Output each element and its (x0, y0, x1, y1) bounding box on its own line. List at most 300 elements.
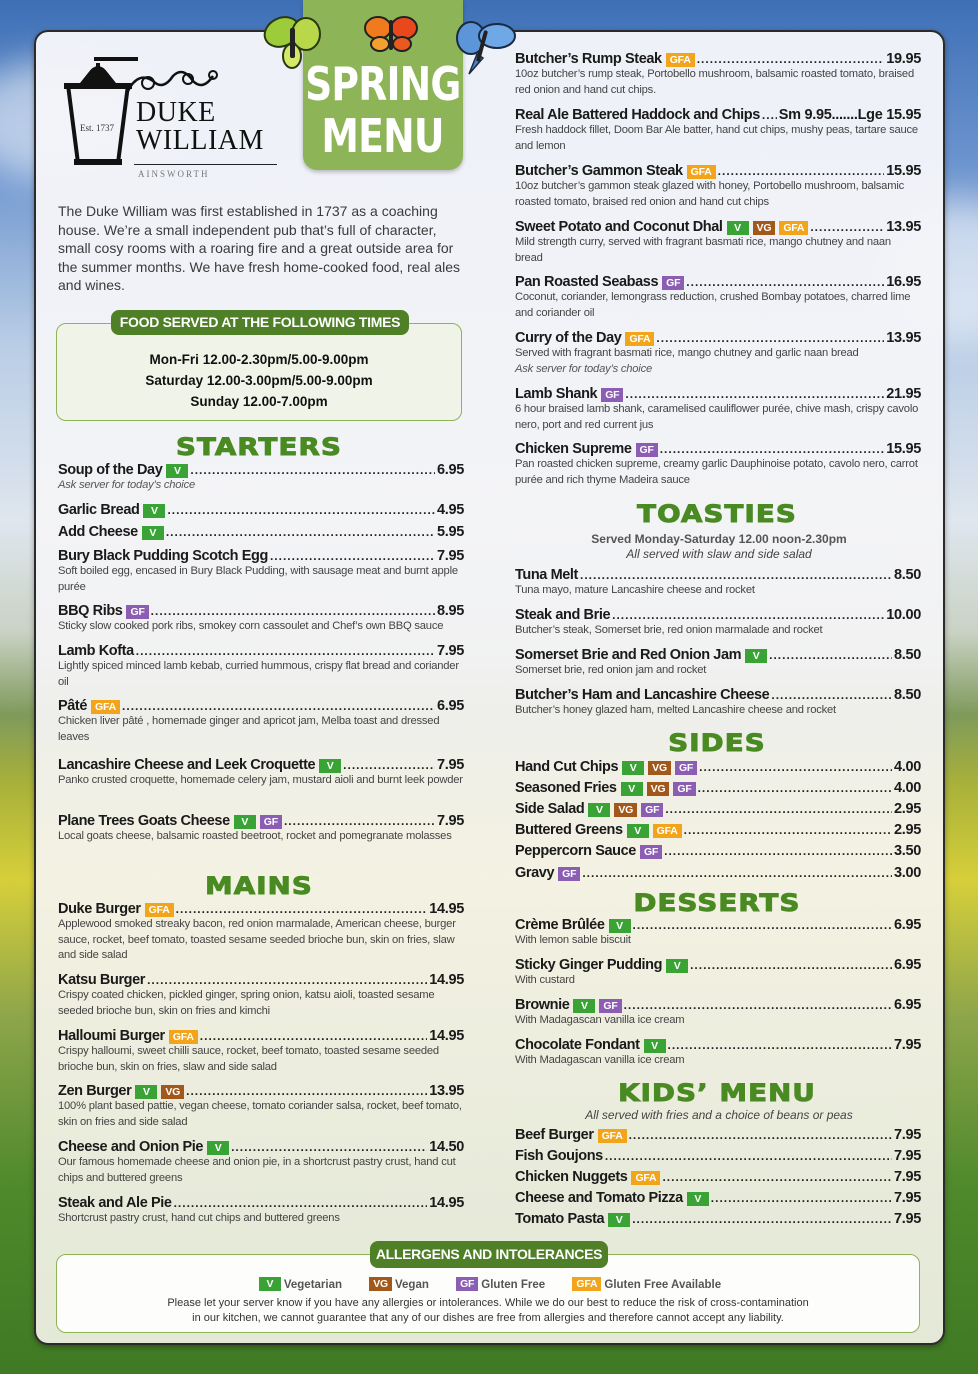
menu-item-name: Fish Goujons (515, 1148, 603, 1164)
menu-item-row (515, 1190, 921, 1206)
menu-item-description: Soft boiled egg, encased in Bury Black Pudding, with sausage meat and burnt apple purée (58, 565, 458, 593)
menu-item (58, 502, 464, 518)
menu-item-name: Zen Burger (58, 1083, 132, 1099)
menu-item-row (58, 1195, 464, 1211)
menu-item-row (515, 865, 921, 881)
dot-leader (151, 604, 435, 618)
vegetarian-badge-icon: V (608, 1213, 630, 1227)
dot-leader (166, 525, 435, 539)
menu-item-description: Coconut, coriander, lemongrass reduction, crushed Bombay potatoes, charred lime and coriander oil (515, 291, 911, 319)
menu-item-name: Duke Burger (58, 901, 141, 917)
menu-item-price: 10.00 (886, 607, 921, 623)
menu-item-description: Crispy halloumi, sweet chilli sauce, rocket, beef tomato, toasted sesame seeded brioche bun, skin on fries, slaw and side salad (58, 1045, 439, 1073)
green-butterfly-icon (262, 14, 324, 70)
menu-item-name: Chicken Nuggets (515, 1169, 628, 1185)
menu-item-name: Gravy (515, 865, 555, 881)
menu-item-row (515, 1037, 921, 1053)
vegetarian-badge-icon: V (727, 221, 749, 235)
toasties-note: All served with slaw and side salad (626, 547, 812, 561)
menu-item-description: Our famous homemade cheese and onion pie, in a shortcrust pastry crust, hand cut chips and buttered greens (58, 1156, 456, 1184)
vegetarian-badge-icon: V (573, 999, 595, 1013)
menu-item (515, 330, 921, 377)
logo-location: AINSWORTH (138, 169, 210, 179)
menu-item-description: Butcher’s honey glazed ham, melted Lancashire cheese and rocket (515, 704, 836, 716)
menu-item (58, 1083, 464, 1130)
menu-item-name: Real Ale Battered Haddock and Chips (515, 107, 760, 123)
menu-item-row (515, 957, 921, 973)
dot-leader (718, 164, 885, 178)
menu-item-row (58, 813, 464, 829)
menu-item-description: Tuna mayo, mature Lancashire cheese and rocket (515, 584, 755, 596)
menu-item (58, 548, 464, 595)
menu-item-name: Sweet Potato and Coconut Dhal (515, 219, 723, 235)
vegetarian-badge-icon: V (588, 803, 610, 817)
dot-leader (632, 1212, 892, 1226)
menu-item (515, 107, 921, 154)
menu-item (515, 441, 921, 488)
menu-item-description: Somerset brie, red onion jam and rocket (515, 664, 707, 676)
dot-leader (665, 802, 892, 816)
menu-item (515, 163, 921, 210)
menu-item-price: 8.50 (893, 647, 921, 663)
times-weekdays: Mon-Fri 12.00-2.30pm/5.00-9.00pm (149, 352, 369, 367)
menu-item-row (515, 1169, 921, 1185)
menu-item (515, 759, 921, 775)
menu-item (58, 524, 464, 540)
allergens-heading: ALLERGENS AND INTOLERANCES (370, 1241, 608, 1268)
menu-item-row (515, 1127, 921, 1143)
menu-item-price: 7.95 (893, 1211, 921, 1227)
intro-paragraph: The Duke William was first established in 1737 as a coaching house. We’re a small independent pub that’s full of character, small cosy rooms with a roaring fire and a great outside area for the summer months. We have fresh home-cooked food, real ales and wines. (58, 203, 461, 293)
menu-item-price: 5.95 (436, 524, 464, 540)
menu-item (515, 607, 921, 639)
menu-item-description: Sticky slow cooked pork ribs, smokey corn cassoulet and Chef’s own BBQ sauce (58, 620, 444, 632)
dot-leader (810, 220, 884, 234)
menu-item-row (58, 524, 464, 540)
menu-item (515, 1190, 921, 1206)
menu-item-row (58, 1083, 464, 1099)
menu-item-name: Curry of the Day (515, 330, 622, 346)
menu-item-name: Butcher’s Ham and Lancashire Cheese (515, 687, 770, 703)
dot-leader (629, 1128, 892, 1142)
menu-item-description: 10oz butcher’s gammon steak glazed with honey, Portobello mushroom, balsamic roasted tomato, braised red onion and hand cut chips (515, 180, 905, 208)
gluten-free-available-badge-icon: GFA (666, 53, 695, 67)
menu-item-price: 7.95 (893, 1190, 921, 1206)
gluten-free-available-badge-icon: GFA (625, 332, 654, 346)
menu-item-name: Lancashire Cheese and Leek Croquette (58, 757, 316, 773)
menu-item-row (515, 1148, 921, 1164)
legend-label: Gluten Free (481, 1279, 546, 1291)
dot-leader (656, 331, 884, 345)
vegetarian-badge-icon: V (609, 919, 631, 933)
gluten-free-badge-icon: GF (558, 867, 580, 881)
dot-leader (343, 758, 435, 772)
menu-item (515, 917, 921, 949)
menu-item-description: Mild strength curry, served with fragrant basmati rice, mango chutney and naan bread (515, 236, 891, 264)
gluten-free-badge-icon: GF (126, 605, 148, 619)
menu-item-name: Garlic Bread (58, 502, 140, 518)
menu-item (58, 643, 464, 690)
legend-vegan (365, 1279, 429, 1291)
dot-leader (769, 648, 892, 662)
gluten-free-badge-icon: GF (662, 276, 684, 290)
menu-item-price: 8.95 (436, 603, 464, 619)
menu-item-name: Add Cheese (58, 524, 138, 540)
menu-item-row (515, 441, 921, 457)
dot-leader (186, 1084, 427, 1098)
menu-item (515, 1169, 921, 1185)
dot-leader (625, 387, 884, 401)
menu-item (515, 567, 921, 599)
menu-item-description: Chicken liver pâté , homemade ginger and apricot jam, Melba toast and dressed leaves (58, 715, 440, 743)
menu-item-price: 6.95 (436, 698, 464, 714)
menu-item-name: Crème Brûlée (515, 917, 605, 933)
dot-leader (200, 1029, 427, 1043)
section-heading-kids-menu: KIDS’ MENU (618, 1079, 816, 1107)
menu-item-row (515, 107, 921, 123)
menu-item-row (515, 274, 921, 290)
vegetarian-badge-icon: V (135, 1085, 157, 1099)
kids-menu-note: All served with fries and a choice of beans or peas (585, 1108, 853, 1122)
vegetarian-badge-icon: V (319, 759, 341, 773)
menu-item (515, 822, 921, 838)
menu-item-name: Bury Black Pudding Scotch Egg (58, 548, 268, 564)
menu-item-name: Cheese and Onion Pie (58, 1139, 204, 1155)
menu-item-name: Katsu Burger (58, 972, 146, 988)
logo-word-duke: DUKE (136, 97, 216, 128)
section-heading-toasties: TOASTIES (637, 500, 797, 528)
menu-item-row (58, 757, 464, 773)
dot-leader (662, 1170, 892, 1184)
dot-leader (231, 1140, 427, 1154)
dot-leader (190, 463, 435, 477)
menu-item-row (515, 822, 921, 838)
menu-item-price: 13.95 (886, 219, 921, 235)
menu-item-price: 14.95 (429, 1028, 464, 1044)
gluten-free-available-badge-icon: GFA (631, 1171, 660, 1185)
vegan-badge-icon: VG (647, 782, 670, 796)
menu-item-price: 6.95 (893, 957, 921, 973)
menu-item-description: With lemon sable biscuit (515, 934, 631, 946)
menu-item-row (515, 917, 921, 933)
menu-item-price: 7.95 (893, 1037, 921, 1053)
banner-line-1: SPRING (305, 57, 461, 111)
menu-item-row (58, 1139, 464, 1155)
menu-item (515, 1127, 921, 1143)
legend-gluten-free-available (568, 1279, 721, 1291)
menu-item-row (515, 687, 921, 703)
menu-item-row (515, 607, 921, 623)
logo-divider (134, 164, 277, 165)
menu-item (515, 1211, 921, 1227)
menu-item (515, 997, 921, 1029)
dot-leader (605, 1149, 892, 1163)
menu-item-price: 7.95 (436, 548, 464, 564)
legend-label: Gluten Free Available (604, 1279, 722, 1291)
menu-item-description: 100% plant based pattie, vegan cheese, tomato coriander salsa, rocket, beef tomato, skin on fries and side salad (58, 1100, 462, 1128)
menu-item-row (58, 462, 464, 478)
vegetarian-badge-icon: V (666, 959, 688, 973)
vegetarian-badge-icon: V (259, 1277, 281, 1291)
dot-leader (284, 814, 435, 828)
menu-item-price: 6.95 (893, 917, 921, 933)
menu-item (515, 1037, 921, 1069)
menu-item-price: 19.95 (886, 51, 921, 67)
menu-item-row (515, 647, 921, 663)
dot-leader (612, 608, 884, 622)
menu-item-price: 21.95 (886, 386, 921, 402)
menu-item-price: 3.50 (893, 843, 921, 859)
menu-item-name: Steak and Ale Pie (58, 1195, 172, 1211)
dot-leader (147, 973, 427, 987)
menu-item (515, 780, 921, 796)
menu-item-description: Lightly spiced minced lamb kebab, curried hummous, crispy flat bread and coriander oil (58, 660, 459, 688)
gluten-free-available-badge-icon: GFA (598, 1129, 627, 1143)
gluten-free-available-badge-icon: GFA (653, 824, 682, 838)
menu-item-row (58, 901, 464, 917)
food-times-heading: FOOD SERVED AT THE FOLLOWING TIMES (111, 310, 409, 335)
menu-item (58, 1028, 464, 1075)
menu-item-price: 7.95 (893, 1127, 921, 1143)
dot-leader (660, 442, 885, 456)
menu-item-description: Local goats cheese, balsamic roasted beetroot, rocket and pomegranate molasses (58, 830, 452, 842)
menu-item-description: With Madagascan vanilla ice cream (515, 1054, 685, 1066)
menu-item-description: 6 hour braised lamb shank, caramelised cauliflower purée, chive mash, crispy cavolo nero, port and red current jus (515, 403, 919, 431)
menu-item-row (58, 548, 464, 564)
menu-item-name: Plane Trees Goats Cheese (58, 813, 230, 829)
menu-item-price: 15.95 (886, 163, 921, 179)
menu-item (515, 801, 921, 817)
disclaimer-line-2: in our kitchen, we cannot guarantee that any of our dishes are free from allergies and therefore cannot accept any liability. (192, 1312, 784, 1324)
dot-leader (699, 760, 892, 774)
menu-item-price: 3.00 (893, 865, 921, 881)
menu-item-name: Seasoned Fries (515, 780, 617, 796)
menu-item-name: Brownie (515, 997, 570, 1013)
menu-item-description: Applewood smoked streaky bacon, red onion marmalade, American cheese, burger sauce, rocket, beef tomato, toasted sesame seeded brioche bun, skin on fries, slaw and side salad (58, 918, 456, 961)
menu-item-price: 14.95 (429, 972, 464, 988)
menu-item-price: 13.95 (886, 330, 921, 346)
scroll-ironwork-icon (118, 61, 228, 101)
menu-item-name: Peppercorn Sauce (515, 843, 636, 859)
dot-leader (697, 52, 884, 66)
menu-item-name: Beef Burger (515, 1127, 594, 1143)
menu-item-row (58, 502, 464, 518)
menu-item-description: Butcher’s steak, Somerset brie, red onion marmalade and rocket (515, 624, 823, 636)
menu-item-price: 7.95 (893, 1169, 921, 1185)
menu-item-price: 4.95 (436, 502, 464, 518)
section-heading-mains: MAINS (205, 872, 313, 900)
vegetarian-badge-icon: V (207, 1141, 229, 1155)
menu-item-row (58, 1028, 464, 1044)
menu-item-name: Cheese and Tomato Pizza (515, 1190, 683, 1206)
menu-item (58, 1195, 464, 1227)
dot-leader (167, 503, 435, 517)
vegan-badge-icon: VG (161, 1085, 184, 1099)
menu-item (515, 647, 921, 679)
gluten-free-available-badge-icon: GFA (687, 165, 716, 179)
menu-item-row (515, 997, 921, 1013)
menu-item-price: 15.95 (886, 441, 921, 457)
menu-item-price: 2.95 (893, 801, 921, 817)
menu-item-name: Tuna Melt (515, 567, 578, 583)
menu-item (58, 757, 464, 789)
dot-leader (580, 568, 892, 582)
dot-leader (668, 1038, 892, 1052)
vegetarian-badge-icon: V (166, 464, 188, 478)
menu-item-description: Crispy coated chicken, pickled ginger, spring onion, katsu aioli, toasted sesame seeded brioche bun, skin on fries and kimchi (58, 989, 435, 1017)
vegetarian-badge-icon: V (745, 649, 767, 663)
dot-leader (711, 1191, 892, 1205)
menu-item-price: 8.50 (893, 687, 921, 703)
menu-item-price: 7.95 (893, 1148, 921, 1164)
menu-item-row (515, 51, 921, 67)
vegetarian-badge-icon: V (627, 824, 649, 838)
menu-item (515, 51, 921, 98)
menu-item-name: Hand Cut Chips (515, 759, 619, 775)
vegan-badge-icon: VG (369, 1277, 392, 1291)
banner-line-2: MENU (321, 109, 445, 163)
orange-butterfly-icon (364, 12, 418, 54)
legend-vegetarian (255, 1279, 342, 1291)
menu-item-row (515, 219, 921, 235)
gluten-free-available-badge-icon: GFA (572, 1277, 601, 1291)
dot-leader (771, 688, 892, 702)
menu-item (515, 219, 921, 266)
menu-item-description: Panko crusted croquette, homemade celery jam, mustard aioli and burnt leek powder (58, 774, 463, 786)
vegetarian-badge-icon: V (622, 761, 644, 775)
menu-item (515, 274, 921, 321)
menu-item-price: 16.95 (886, 274, 921, 290)
legend-gluten-free (452, 1279, 545, 1291)
menu-item (515, 957, 921, 989)
menu-item-description: With custard (515, 974, 575, 986)
gluten-free-badge-icon: GF (641, 803, 663, 817)
vegetarian-badge-icon: V (644, 1039, 666, 1053)
dot-leader (690, 958, 892, 972)
allergen-disclaimer (56, 1296, 920, 1326)
menu-item-name: BBQ Ribs (58, 603, 123, 619)
dot-leader (582, 866, 892, 880)
menu-item (515, 1148, 921, 1164)
menu-item-row (515, 330, 921, 346)
legend-label: Vegetarian (283, 1279, 343, 1291)
disclaimer-line-1: Please let your server know if you have any allergies or intolerances. While we do our best to reduce the risk of cross-contamination (167, 1297, 809, 1309)
blue-butterfly-icon (455, 20, 517, 78)
menu-item-name: Side Salad (515, 801, 585, 817)
gluten-free-badge-icon: GF (640, 845, 662, 859)
menu-item-price: 4.00 (893, 780, 921, 796)
menu-item-name: Buttered Greens (515, 822, 623, 838)
dot-leader (624, 998, 892, 1012)
menu-item-name: Soup of the Day (58, 462, 163, 478)
menu-item-price: 7.95 (436, 757, 464, 773)
menu-item-row (515, 843, 921, 859)
menu-item (58, 1139, 464, 1186)
menu-item (515, 386, 921, 433)
menu-item (58, 462, 464, 494)
menu-item-price: 6.95 (436, 462, 464, 478)
menu-item-price: 6.95 (893, 997, 921, 1013)
menu-item-price: 7.95 (436, 813, 464, 829)
gluten-free-badge-icon: GF (601, 388, 623, 402)
dot-leader (686, 275, 884, 289)
menu-item (58, 813, 464, 845)
menu-item-name: Chocolate Fondant (515, 1037, 640, 1053)
legend-label: Vegan (395, 1279, 429, 1291)
dot-leader (664, 844, 892, 858)
menu-item (58, 972, 464, 1019)
section-heading-sides: SIDES (668, 729, 766, 757)
vegetarian-badge-icon: V (142, 526, 164, 540)
dot-leader (122, 699, 435, 713)
gluten-free-available-badge-icon: GFA (169, 1030, 198, 1044)
times-sunday: Sunday 12.00-7.00pm (190, 394, 328, 409)
menu-item-price: 14.50 (429, 1139, 464, 1155)
menu-item-description: Fresh haddock fillet, Doom Bar Ale batter, hand cut chips, mushy peas, tartare sauce and lemon (515, 124, 918, 152)
menu-item-name: Lamb Kofta (58, 643, 134, 659)
menu-item-row (515, 163, 921, 179)
menu-item-description: Shortcrust pastry crust, hand cut chips and buttered greens (58, 1212, 340, 1224)
gluten-free-badge-icon: GF (599, 999, 621, 1013)
menu-item (515, 843, 921, 859)
section-heading-desserts: DESSERTS (633, 889, 801, 917)
menu-item-note: Ask server for today’s choice (515, 362, 653, 375)
vegetarian-badge-icon: V (234, 815, 256, 829)
gluten-free-badge-icon: GF (260, 815, 282, 829)
menu-item-name: Pâté (58, 698, 88, 714)
menu-item-price: 14.95 (429, 1195, 464, 1211)
vegetarian-badge-icon: V (143, 504, 165, 518)
menu-item-price: 13.95 (429, 1083, 464, 1099)
menu-item-name: Pan Roasted Seabass (515, 274, 659, 290)
allergen-legend (56, 1277, 920, 1291)
menu-item-name: Butcher’s Gammon Steak (515, 163, 683, 179)
section-heading-starters: STARTERS (176, 433, 342, 461)
vegan-badge-icon: VG (614, 803, 637, 817)
gluten-free-badge-icon: GF (636, 443, 658, 457)
menu-item-description: Pan roasted chicken supreme, creamy garlic Dauphinoise potato, cavolo nero, carrot purée and rich thyme Madeira sauce (515, 458, 918, 486)
logo-word-william: WILLIAM (136, 125, 264, 156)
menu-item-price: 4.00 (893, 759, 921, 775)
gluten-free-badge-icon: GF (456, 1277, 478, 1291)
menu-item-name: Tomato Pasta (515, 1211, 605, 1227)
dot-leader (684, 823, 892, 837)
menu-item-name: Steak and Brie (515, 607, 611, 623)
menu-item-row (58, 698, 464, 714)
menu-item-name: Sticky Ginger Pudding (515, 957, 663, 973)
menu-item (515, 865, 921, 881)
duke-william-logo (58, 55, 288, 185)
menu-item-name: Somerset Brie and Red Onion Jam (515, 647, 742, 663)
menu-item-row (515, 386, 921, 402)
menu-item-row (515, 801, 921, 817)
vegetarian-badge-icon: V (621, 782, 643, 796)
menu-item-name: Chicken Supreme (515, 441, 632, 457)
menu-item-description: 10oz butcher’s rump steak, Portobello mushroom, balsamic roasted tomato, braised red onion and hand cut chips. (515, 68, 914, 96)
dot-leader (176, 902, 428, 916)
toasties-served-times: Served Monday-Saturday 12.00 noon-2.30pm (591, 532, 847, 546)
dot-leader (762, 108, 777, 122)
menu-item-row (515, 780, 921, 796)
gluten-free-badge-icon: GF (673, 782, 695, 796)
menu-item (58, 901, 464, 964)
dot-leader (136, 644, 435, 658)
times-saturday: Saturday 12.00-3.00pm/5.00-9.00pm (145, 373, 373, 388)
menu-item-price: 2.95 (893, 822, 921, 838)
menu-item-row (515, 759, 921, 775)
menu-item-name: Lamb Shank (515, 386, 598, 402)
gluten-free-available-badge-icon: GFA (145, 903, 174, 917)
